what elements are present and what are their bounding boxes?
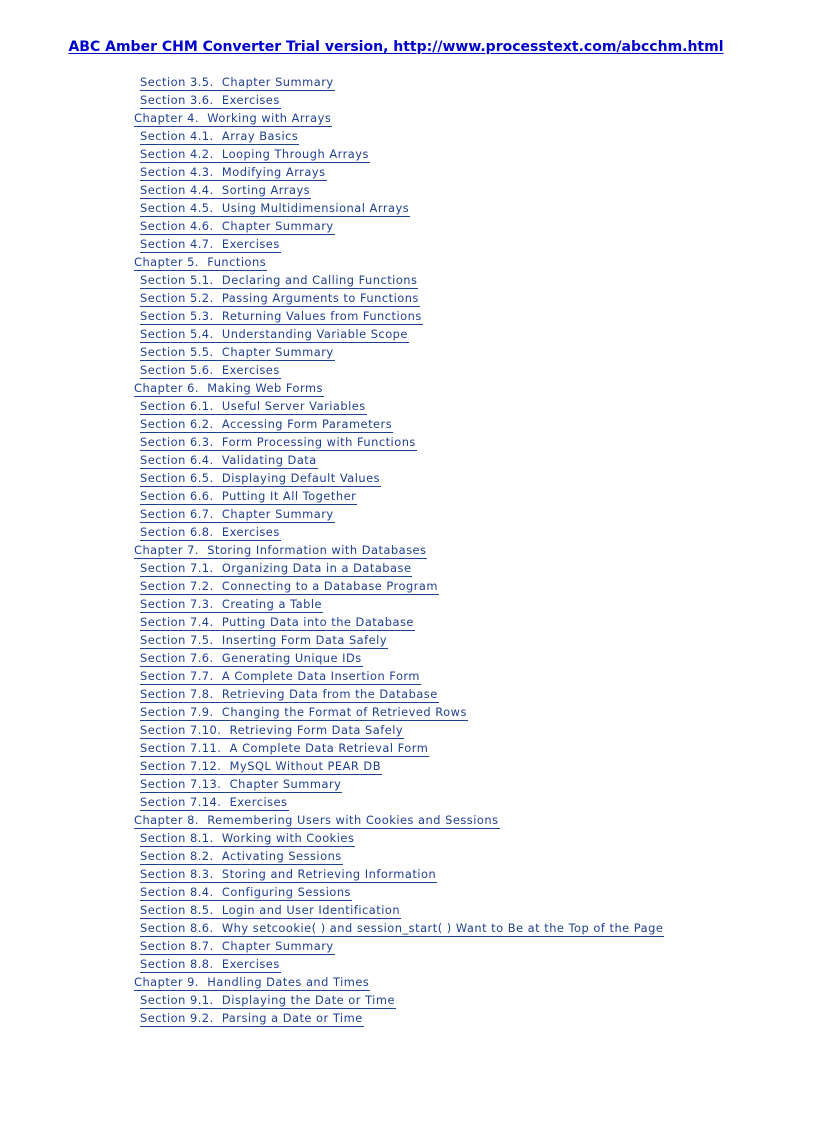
section-link[interactable]: Section 8.7. Chapter Summary	[140, 939, 334, 953]
chapter-link[interactable]: Chapter 7. Storing Information with Databases	[134, 543, 427, 557]
section-link[interactable]: Section 6.2. Accessing Form Parameters	[140, 417, 393, 431]
toc-section-item	[134, 937, 664, 955]
toc-section-item	[134, 865, 664, 883]
toc-section-item	[134, 397, 664, 415]
section-link[interactable]: Section 7.10. Retrieving Form Data Safely	[140, 723, 404, 737]
toc-chapter-item	[134, 379, 664, 397]
toc-section-item	[134, 685, 664, 703]
toc-section-item	[134, 73, 664, 91]
section-link[interactable]: Section 6.1. Useful Server Variables	[140, 399, 366, 413]
chapter-link[interactable]: Chapter 5. Functions	[134, 255, 267, 269]
toc-section-item	[134, 919, 664, 937]
trial-banner-link[interactable]: ABC Amber CHM Converter Trial version, http://www.processtext.com/abcchm.html	[68, 39, 724, 55]
toc-section-item	[134, 469, 664, 487]
toc-section-item	[134, 577, 664, 595]
section-link[interactable]: Section 5.5. Chapter Summary	[140, 345, 334, 359]
section-link[interactable]: Section 7.2. Connecting to a Database Program	[140, 579, 438, 593]
section-link[interactable]: Section 4.6. Chapter Summary	[140, 219, 334, 233]
toc-section-item	[134, 127, 664, 145]
section-link[interactable]: Section 5.2. Passing Arguments to Functions	[140, 291, 419, 305]
toc-section-item	[134, 91, 664, 109]
toc-chapter-item	[134, 973, 664, 991]
chapter-link[interactable]: Chapter 8. Remembering Users with Cookies and Sessions	[134, 813, 499, 827]
section-link[interactable]: Section 7.13. Chapter Summary	[140, 777, 342, 791]
section-link[interactable]: Section 8.2. Activating Sessions	[140, 849, 342, 863]
section-link[interactable]: Section 7.9. Changing the Format of Retrieved Rows	[140, 705, 467, 719]
toc-section-item	[134, 901, 664, 919]
section-link[interactable]: Section 4.7. Exercises	[140, 237, 280, 251]
toc-section-item	[134, 415, 664, 433]
toc-section-item	[134, 451, 664, 469]
toc-section-item	[134, 361, 664, 379]
section-link[interactable]: Section 8.3. Storing and Retrieving Information	[140, 867, 437, 881]
section-link[interactable]: Section 4.4. Sorting Arrays	[140, 183, 311, 197]
section-link[interactable]: Section 3.6. Exercises	[140, 93, 280, 107]
section-link[interactable]: Section 9.1. Displaying the Date or Time	[140, 993, 395, 1007]
toc-section-item	[134, 721, 664, 739]
section-link[interactable]: Section 7.7. A Complete Data Insertion Form	[140, 669, 421, 683]
section-link[interactable]: Section 6.7. Chapter Summary	[140, 507, 334, 521]
section-link[interactable]: Section 7.3. Creating a Table	[140, 597, 323, 611]
chapter-link[interactable]: Chapter 4. Working with Arrays	[134, 111, 332, 125]
section-link[interactable]: Section 5.1. Declaring and Calling Functions	[140, 273, 418, 287]
toc-section-item	[134, 613, 664, 631]
toc-section-item	[134, 217, 664, 235]
section-link[interactable]: Section 8.5. Login and User Identification	[140, 903, 401, 917]
toc-section-item	[134, 775, 664, 793]
section-link[interactable]: Section 8.8. Exercises	[140, 957, 280, 971]
toc-section-item	[134, 271, 664, 289]
toc-section-item	[134, 235, 664, 253]
toc-section-item	[134, 631, 664, 649]
section-link[interactable]: Section 5.6. Exercises	[140, 363, 280, 377]
toc-chapter-item	[134, 811, 664, 829]
section-link[interactable]: Section 8.1. Working with Cookies	[140, 831, 355, 845]
section-link[interactable]: Section 3.5. Chapter Summary	[140, 75, 334, 89]
chapter-link[interactable]: Chapter 9. Handling Dates and Times	[134, 975, 370, 989]
chapter-link[interactable]: Chapter 6. Making Web Forms	[134, 381, 323, 395]
section-link[interactable]: Section 7.6. Generating Unique IDs	[140, 651, 362, 665]
section-link[interactable]: Section 6.8. Exercises	[140, 525, 280, 539]
toc-section-item	[134, 793, 664, 811]
section-link[interactable]: Section 6.3. Form Processing with Functions	[140, 435, 416, 449]
toc-section-item	[134, 289, 664, 307]
toc-section-item	[134, 757, 664, 775]
toc-section-item	[134, 433, 664, 451]
toc-section-item	[134, 199, 664, 217]
toc-section-item	[134, 595, 664, 613]
toc-section-item	[134, 343, 664, 361]
section-link[interactable]: Section 7.4. Putting Data into the Database	[140, 615, 414, 629]
toc-section-item	[134, 883, 664, 901]
section-link[interactable]: Section 9.2. Parsing a Date or Time	[140, 1011, 363, 1025]
toc-section-item	[134, 667, 664, 685]
toc-chapter-item	[134, 253, 664, 271]
section-link[interactable]: Section 4.3. Modifying Arrays	[140, 165, 326, 179]
section-link[interactable]: Section 5.4. Understanding Variable Scope	[140, 327, 408, 341]
toc-section-item	[134, 739, 664, 757]
section-link[interactable]: Section 4.5. Using Multidimensional Arrays	[140, 201, 410, 215]
toc-section-item	[134, 325, 664, 343]
toc-section-item	[134, 559, 664, 577]
section-link[interactable]: Section 4.2. Looping Through Arrays	[140, 147, 369, 161]
section-link[interactable]: Section 7.11. A Complete Data Retrieval Form	[140, 741, 429, 755]
toc-section-item	[134, 487, 664, 505]
toc-section-item	[134, 847, 664, 865]
section-link[interactable]: Section 7.1. Organizing Data in a Database	[140, 561, 412, 575]
section-link[interactable]: Section 5.3. Returning Values from Functions	[140, 309, 422, 323]
section-link[interactable]: Section 7.14. Exercises	[140, 795, 288, 809]
toc-section-item	[134, 649, 664, 667]
toc-section-item	[134, 703, 664, 721]
toc-section-item	[134, 991, 664, 1009]
toc-section-item	[134, 505, 664, 523]
section-link[interactable]: Section 7.12. MySQL Without PEAR DB	[140, 759, 382, 773]
toc-section-item	[134, 1009, 664, 1027]
toc-section-item	[134, 955, 664, 973]
section-link[interactable]: Section 8.6. Why setcookie( ) and session_start( ) Want to Be at the Top of the Page	[140, 921, 664, 935]
table-of-contents	[134, 73, 664, 1027]
toc-section-item	[134, 829, 664, 847]
toc-section-item	[134, 181, 664, 199]
toc-section-item	[134, 145, 664, 163]
section-link[interactable]: Section 6.6. Putting It All Together	[140, 489, 357, 503]
section-link[interactable]: Section 4.1. Array Basics	[140, 129, 299, 143]
trial-banner	[0, 36, 792, 55]
toc-section-item	[134, 523, 664, 541]
toc-section-item	[134, 307, 664, 325]
toc-section-item	[134, 163, 664, 181]
section-link[interactable]: Section 6.4. Validating Data	[140, 453, 317, 467]
section-link[interactable]: Section 8.4. Configuring Sessions	[140, 885, 351, 899]
section-link[interactable]: Section 6.5. Displaying Default Values	[140, 471, 381, 485]
section-link[interactable]: Section 7.5. Inserting Form Data Safely	[140, 633, 388, 647]
toc-chapter-item	[134, 109, 664, 127]
section-link[interactable]: Section 7.8. Retrieving Data from the Database	[140, 687, 438, 701]
toc-chapter-item	[134, 541, 664, 559]
